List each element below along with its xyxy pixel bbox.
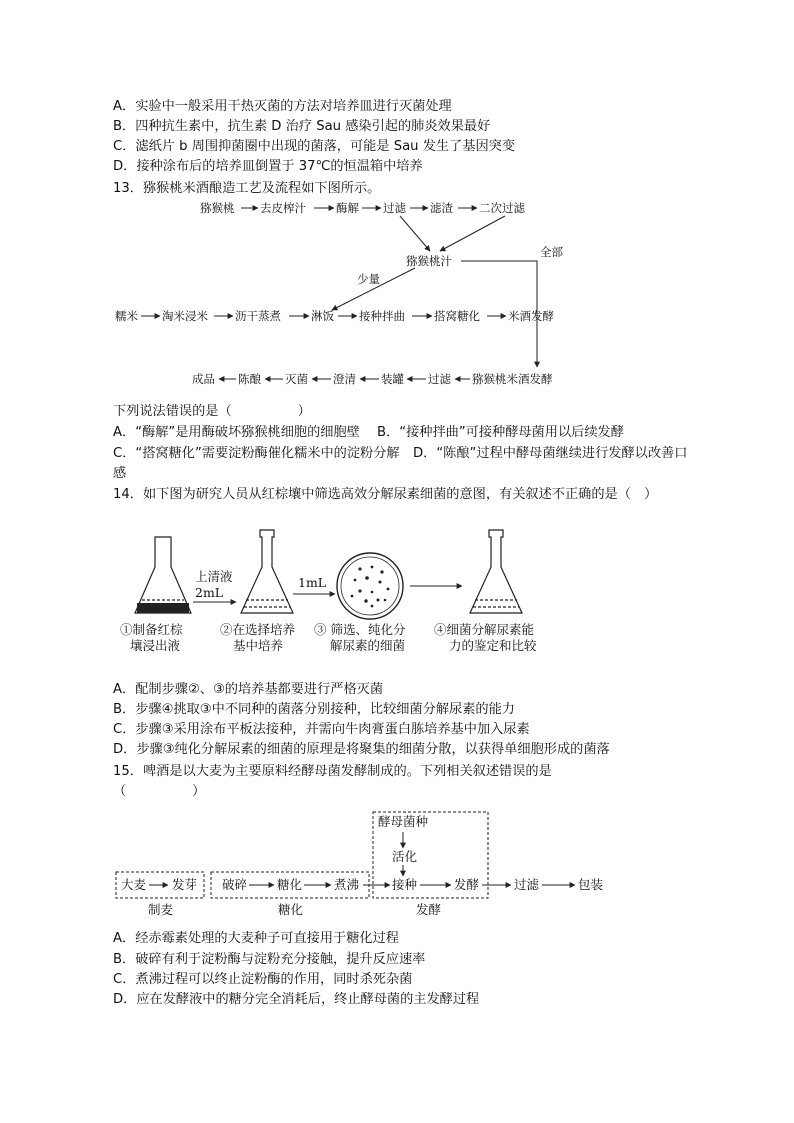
q13-row2-step-6: 搭窝糖化 xyxy=(434,309,480,323)
q15-flow-3: 破碎 xyxy=(222,877,248,892)
q13-row1-step-1: 猕猴桃 xyxy=(200,201,235,215)
q14-petri-dish xyxy=(337,553,403,619)
q15-flow-4: 糖化 xyxy=(277,877,303,892)
q14-flask-2 xyxy=(241,530,293,613)
q13-option-c: C．“搭窝糖化”需要淀粉酶催化糯米中的淀粉分解 xyxy=(113,446,400,461)
q13-option-a: A．“酶解”是用酶破坏猕猴桃细胞的细胞壁 xyxy=(113,425,360,440)
q13-row2-step-2: 淘米浸米 xyxy=(162,309,208,323)
q13-row3-step-1: 成品 xyxy=(192,372,215,386)
q13-row1-step-2: 去皮榨汁 xyxy=(260,201,306,215)
q14-label-supernatant: 上清液 xyxy=(195,569,233,584)
q12-option-c: C．滤纸片 b 周围抑菌圈中出现的菌落，可能是 Sau 发生了基因突变 xyxy=(113,139,516,154)
q13-row1-step-5: 滤渣 xyxy=(430,201,453,215)
q15-flow-7: 发酵 xyxy=(454,877,480,892)
q14-label-2ml: 2mL xyxy=(195,585,224,600)
q15-flow-8: 过滤 xyxy=(514,877,540,892)
q13-row1-step-3: 酶解 xyxy=(336,201,359,215)
q13-row2-step-5: 接种拌曲 xyxy=(359,309,405,323)
q15-flow-arrows xyxy=(149,832,575,885)
q13-option-b: B．“接种拌曲”可接种酵母菌用以后续发酵 xyxy=(377,425,624,440)
q14-step3-line2: 解尿素的细菌 xyxy=(330,638,406,653)
q13-row2-arrows xyxy=(141,316,537,348)
q13-row3-step-3: 灭菌 xyxy=(285,372,308,386)
q13-row3-step-5: 装罐 xyxy=(381,372,404,386)
q14-step1-line1: ①制备红棕 xyxy=(120,622,183,637)
q14-flask-1 xyxy=(135,537,191,613)
q13-row1-step-6: 二次过滤 xyxy=(479,201,525,215)
q14-label-1ml: 1mL xyxy=(298,575,327,590)
q13-row2-step-3: 沥干蒸煮 xyxy=(235,309,281,323)
q12-option-d: D．接种涂布后的培养皿倒置于 37℃的恒温箱中培养 xyxy=(113,159,423,174)
q15-option-a: A．经赤霉素处理的大麦种子可直接用于糖化过程 xyxy=(113,931,399,946)
q13-option-d: D．“陈酿”过程中酵母菌继续进行发酵以改善口 xyxy=(413,446,688,461)
q15-activate: 活化 xyxy=(392,849,418,864)
q13-row3-step-2: 陈酿 xyxy=(238,372,261,386)
q15-flow-9: 包装 xyxy=(578,877,604,892)
q13-row2-step-1: 糯米 xyxy=(115,309,138,323)
q14-option-d: D．步骤③纯化分解尿素的细菌的原理是将聚集的细菌分散，以获得单细胞形成的菌落 xyxy=(113,742,610,757)
q14-step2-line2: 基中培养 xyxy=(233,638,284,653)
q13-label-little: 少量 xyxy=(357,272,380,286)
q13-juice: 猕猴桃汁 xyxy=(406,254,452,268)
q14-option-b: B．步骤④挑取③中不同种的菌落分别接种，比较细菌分解尿素的能力 xyxy=(113,702,515,717)
q15-group-ferment: 发酵 xyxy=(416,902,442,917)
q14-stem: 14．如下图为研究人员从红棕壤中筛选高效分解尿素细菌的意图，有关叙述不正确的是（ ） xyxy=(113,487,658,502)
q13-stem: 13．猕猴桃米酒酿造工艺及流程如下图所示。 xyxy=(113,181,381,196)
q15-yeast: 酵母菌种 xyxy=(378,814,429,829)
q13-row2-step-4: 淋饭 xyxy=(311,309,334,323)
q13-row2-step-7: 米酒发酵 xyxy=(508,309,554,323)
q13-label-all: 全部 xyxy=(540,245,563,259)
q14-step4-line1: ④细菌分解尿素能 xyxy=(434,622,535,637)
q15-flow-1: 大麦 xyxy=(121,877,147,892)
q13-row3-step-7: 猕猴桃米酒发酵 xyxy=(472,372,553,386)
q12-option-a: A．实验中一般采用干热灭菌的方法对培养皿进行灭菌处理 xyxy=(113,99,452,114)
q13-question: 下列说法错误的是（ ） xyxy=(113,404,311,419)
q15-stem: 15．啤酒是以大麦为主要原料经酵母菌发酵制成的。下列相关叙述错误的是 xyxy=(113,764,552,779)
q14-step3-line1: ③ 筛选、纯化分 xyxy=(314,622,406,637)
q14-flask-4 xyxy=(470,530,522,613)
q15-flow-5: 煮沸 xyxy=(334,877,360,892)
q15-flow-2: 发芽 xyxy=(172,877,198,892)
q14-option-a: A．配制步骤②、③的培养基都要进行严格灭菌 xyxy=(113,682,384,697)
q14-option-c: C．步骤③采用涂布平板法接种，并需向牛肉膏蛋白胨培养基中加入尿素 xyxy=(113,722,530,737)
q15-option-b: B．破碎有利于淀粉酶与淀粉充分接触，提升反应速率 xyxy=(113,952,426,967)
q15-group-malting: 制麦 xyxy=(148,902,174,917)
q12-option-b: B．四种抗生素中，抗生素 D 治疗 Sau 感染引起的肺炎效果最好 xyxy=(113,119,491,134)
q13-row3-step-4: 澄清 xyxy=(333,372,356,386)
q15-answer-paren: （ ） xyxy=(113,784,206,799)
q14-step2-line1: ②在选择培养 xyxy=(220,622,296,637)
q14-step1-line2: 壤浸出液 xyxy=(130,638,181,653)
q13-option-d-cont: 感 xyxy=(113,466,127,481)
q13-row1-arrows xyxy=(241,208,537,367)
q15-option-c: C．煮沸过程可以终止淀粉酶的作用，同时杀死杂菌 xyxy=(113,972,413,987)
q14-step4-line2: 力的鉴定和比较 xyxy=(449,638,537,653)
q15-group-saccharify: 糖化 xyxy=(278,902,304,917)
q15-option-d: D．应在发酵液中的糖分完全消耗后，终止酵母菌的主发酵过程 xyxy=(113,992,480,1007)
q13-row1-step-4: 过滤 xyxy=(383,201,406,215)
q13-row3-step-6: 过滤 xyxy=(428,372,451,386)
q15-flow-6: 接种 xyxy=(392,877,418,892)
